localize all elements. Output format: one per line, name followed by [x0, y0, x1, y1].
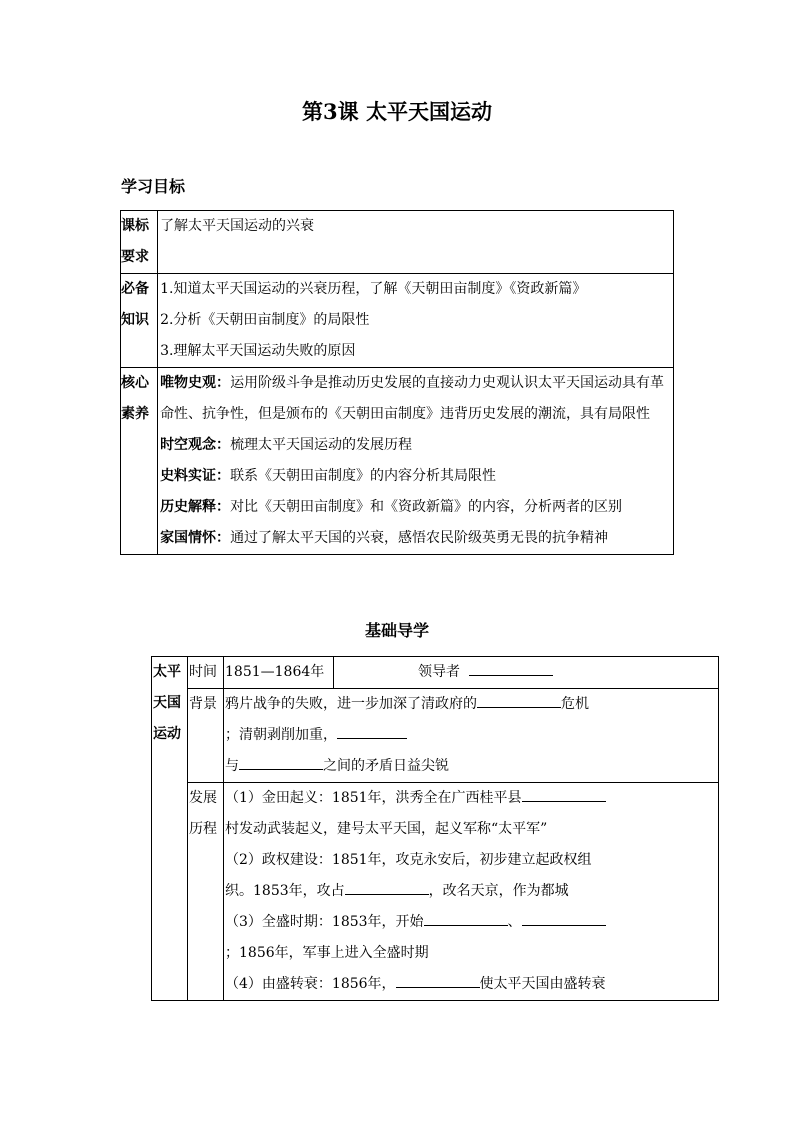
background-text: 危机	[561, 696, 589, 712]
development-text: 织。1853年，攻占	[225, 883, 345, 899]
table-row	[121, 211, 674, 274]
development-line	[225, 969, 718, 1000]
literacy-head: 时空观念：	[160, 437, 231, 453]
background-content	[224, 689, 719, 783]
literacy-head: 唯物史观：	[160, 375, 231, 391]
row-content	[158, 368, 674, 555]
row-label: 必备知识	[121, 274, 158, 368]
development-content	[224, 783, 719, 1001]
class-blank-1[interactable]	[337, 720, 407, 739]
literacy-text: 对比《天朝田亩制度》和《资政新篇》的内容，分析两者的区别	[230, 499, 623, 515]
leader-label: 领导者	[418, 664, 460, 680]
development-line	[225, 783, 718, 814]
literacy-item	[160, 368, 673, 430]
section-title-basic-guide: 基础导学	[364, 621, 429, 640]
capital-blank[interactable]	[345, 876, 429, 895]
knowledge-item: 1.知道太平天国运动的兴衰历程，了解《天朝田亩制度》《资政新篇》	[160, 281, 587, 297]
village-blank[interactable]	[522, 783, 606, 802]
page-title: 第3课 太平天国运动	[302, 99, 492, 124]
development-text: 使太平天国由盛转衰	[479, 976, 606, 992]
table-row	[152, 783, 719, 1001]
background-text: ；清朝剥削加重，	[225, 727, 337, 743]
literacy-item	[160, 492, 673, 523]
leader-cell	[334, 657, 719, 689]
row-label: 核心素养	[121, 368, 158, 555]
literacy-item	[160, 430, 673, 461]
time-value: 1851—1864年	[224, 657, 334, 689]
leader-blank[interactable]	[469, 657, 553, 676]
expedition-blank-1[interactable]	[424, 907, 508, 926]
development-text: （3）全盛时期：1853年，开始	[225, 914, 424, 930]
development-line	[225, 876, 718, 907]
literacy-text: 通过了解太平天国的兴衰，感悟农民阶级英勇无畏的抗争精神	[230, 530, 609, 546]
time-label: 时间	[188, 657, 224, 689]
knowledge-item: 2.分析《天朝田亩制度》的局限性	[160, 312, 370, 328]
literacy-text: 运用阶级斗争是推动历史发展的直接动力史观认识太平天国运动具有革命性、抗争性，但是颁布的《天朝田亩制度》违背历史发展的潮流，具有局限性	[160, 375, 665, 422]
development-text: ，改名天京，作为都城	[428, 883, 569, 899]
row-label: 课标要求	[121, 211, 158, 274]
background-label: 背景	[188, 689, 224, 783]
development-line: 村发动武装起义，建号太平天国，起义军称“太平军”	[225, 821, 548, 837]
literacy-text: 联系《天朝田亩制度》的内容分析其局限性	[230, 468, 497, 484]
literacy-item	[160, 461, 673, 492]
development-text: 、	[507, 914, 522, 930]
background-text: 鸦片战争的失败，进一步加深了清政府的	[225, 696, 477, 712]
background-text: 之间的矛盾日益尖锐	[323, 758, 449, 774]
table-row	[152, 657, 719, 689]
row-content	[158, 211, 674, 274]
topic-label: 太平天国运动	[152, 657, 188, 1001]
background-line	[225, 720, 718, 751]
incident-blank[interactable]	[396, 969, 480, 988]
expedition-blank-2[interactable]	[522, 907, 606, 926]
development-line: （2）政权建设：1851年，攻克永安后，初步建立起政权组	[225, 852, 592, 868]
development-text: （1）金田起义：1851年，洪秀全在广西桂平县	[225, 790, 522, 806]
development-line: ；1856年，军事上进入全盛时期	[225, 945, 429, 961]
literacy-head: 史料实证：	[160, 468, 231, 484]
background-line	[225, 751, 718, 782]
table-row	[152, 689, 719, 783]
literacy-item	[160, 523, 673, 554]
literacy-head: 家国情怀：	[160, 530, 231, 546]
crisis-blank[interactable]	[477, 689, 561, 708]
background-text: 与	[225, 758, 239, 774]
table-row	[121, 368, 674, 555]
learning-goals-table	[120, 210, 674, 555]
row-content	[158, 274, 674, 368]
section-title-learning-goals: 学习目标	[121, 177, 186, 196]
basic-guide-table	[151, 656, 719, 1001]
development-line	[225, 907, 718, 938]
development-label: 发展历程	[188, 783, 224, 1001]
literacy-head: 历史解释：	[160, 499, 231, 515]
knowledge-item: 3.理解太平天国运动失败的原因	[160, 343, 356, 359]
literacy-text: 梳理太平天国运动的发展历程	[230, 437, 413, 453]
standard-text: 了解太平天国运动的兴衰	[160, 218, 315, 234]
background-line	[225, 689, 718, 720]
development-text: （4）由盛转衰：1856年，	[225, 976, 396, 992]
class-blank-2[interactable]	[239, 751, 323, 770]
table-row	[121, 274, 674, 368]
